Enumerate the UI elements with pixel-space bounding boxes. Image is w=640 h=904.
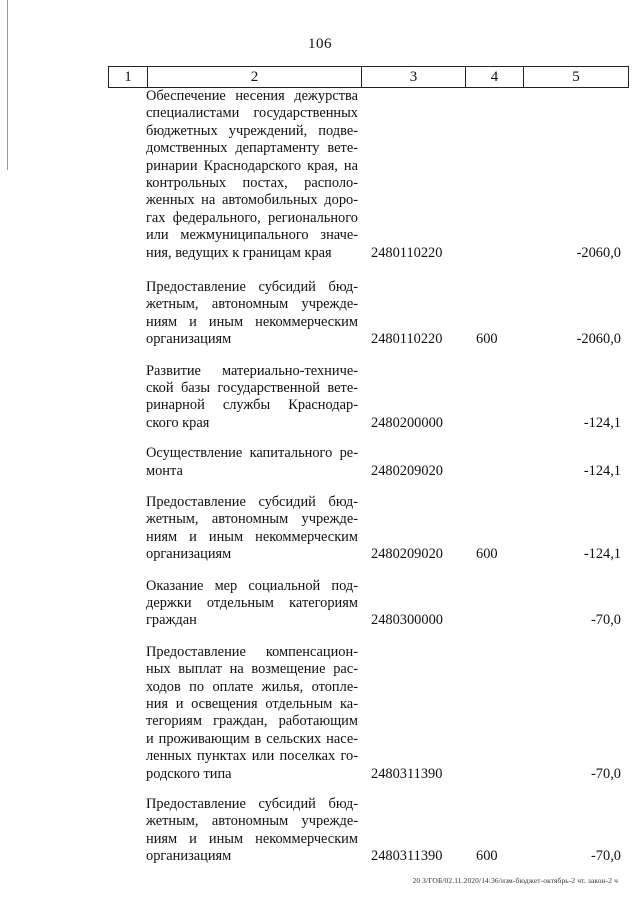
table-row bbox=[0, 494, 640, 564]
row-name-line: или межмуниципального значе- bbox=[146, 227, 358, 244]
row-name-line: граждан bbox=[146, 612, 197, 629]
row-name-line: ния, ведущих к границам края bbox=[146, 244, 332, 261]
table-row bbox=[0, 644, 640, 783]
row-name-line: и проживающим в сельских насе- bbox=[146, 730, 358, 747]
table-header bbox=[108, 66, 629, 88]
row-amount: -70,0 bbox=[591, 612, 621, 629]
row-name-line: ных выплат на возмещение рас- bbox=[146, 661, 358, 678]
row-name bbox=[146, 445, 358, 480]
row-name-line: домственных департаменту вете- bbox=[146, 140, 358, 157]
row-amount: -2060,0 bbox=[576, 244, 621, 261]
row-name-line: Предоставление субсидий бюд- bbox=[146, 279, 358, 295]
row-name bbox=[146, 494, 358, 564]
row-name-line: ского края bbox=[146, 414, 210, 431]
header-col-1: 1 bbox=[108, 67, 147, 87]
row-name-line: тегориям граждан, работающим bbox=[146, 713, 358, 730]
row-name-line: родского типа bbox=[146, 765, 232, 782]
header-col-2: 2 bbox=[147, 67, 361, 87]
row-name-line: Предоставление субсидий бюд- bbox=[146, 796, 358, 812]
row-name-line: жетным, автономным учрежде- bbox=[146, 813, 358, 830]
row-name bbox=[146, 644, 358, 783]
row-name-line: ниям и иным некоммерческим bbox=[146, 528, 358, 545]
table-row bbox=[0, 279, 640, 349]
row-name-line: организациям bbox=[146, 848, 232, 865]
row-name-line: гах федерального, регионального bbox=[146, 209, 358, 226]
row-name-line: Предоставление компенсацион- bbox=[146, 643, 358, 660]
row-vr: 600 bbox=[476, 546, 498, 563]
row-name-line: ходов по оплате жилья, отопле- bbox=[146, 678, 358, 695]
row-amount: -70,0 bbox=[591, 848, 621, 865]
row-amount: -70,0 bbox=[591, 765, 621, 782]
row-name-line: ниям и иным некоммерческим bbox=[146, 830, 358, 847]
table-row bbox=[0, 578, 640, 630]
row-name-line: ния и освещения отдельным ка- bbox=[146, 696, 358, 713]
page-number: 106 bbox=[308, 36, 332, 52]
table-row bbox=[0, 88, 640, 262]
row-name-line: Оказание мер социальной под- bbox=[146, 577, 358, 594]
row-name-line: Обеспечение несения дежурства bbox=[146, 88, 358, 104]
row-name-line: жетным, автономным учрежде- bbox=[146, 296, 358, 313]
row-name-line: ниям и иным некоммерческим bbox=[146, 313, 358, 330]
row-name-line: специалистами государственных bbox=[146, 105, 358, 122]
row-name bbox=[146, 796, 358, 866]
row-name-line: бюджетных учреждений, подве- bbox=[146, 122, 358, 139]
row-name bbox=[146, 578, 358, 630]
row-name bbox=[146, 279, 358, 349]
row-amount: -2060,0 bbox=[576, 331, 621, 348]
row-code: 2480200000 bbox=[371, 414, 443, 431]
row-name-line: ленных пунктах или поселках го- bbox=[146, 748, 358, 765]
row-code: 2480311390 bbox=[371, 765, 443, 782]
row-code: 2480110220 bbox=[371, 331, 443, 348]
row-name-line: ринарии Краснодарского края, на bbox=[146, 157, 358, 174]
row-name-line: ринарной службы Краснодар- bbox=[146, 397, 358, 414]
header-col-5: 5 bbox=[523, 67, 629, 87]
row-name-line: монта bbox=[146, 462, 183, 479]
table-row bbox=[0, 796, 640, 866]
row-vr: 600 bbox=[476, 331, 498, 348]
footer-stamp: 20 З/ГОБ/02.11.2020/14:36/изм-бюджет-октябрь-2 чт. закон-2 ч bbox=[412, 876, 618, 885]
row-name-line: Развитие материально-техниче- bbox=[146, 362, 358, 379]
row-code: 2480209020 bbox=[371, 462, 443, 479]
header-col-3: 3 bbox=[361, 67, 465, 87]
row-name-line: организациям bbox=[146, 331, 232, 348]
row-name bbox=[146, 363, 358, 433]
row-code: 2480311390 bbox=[371, 848, 443, 865]
row-code: 2480300000 bbox=[371, 612, 443, 629]
header-col-4: 4 bbox=[465, 67, 523, 87]
row-name-line: женных на автомобильных доро- bbox=[146, 192, 358, 209]
row-amount: -124,1 bbox=[583, 546, 621, 563]
row-amount: -124,1 bbox=[583, 462, 621, 479]
row-name-line: держки отдельным категориям bbox=[146, 595, 358, 611]
row-vr: 600 bbox=[476, 848, 498, 865]
row-name bbox=[146, 88, 358, 262]
row-name-line: организациям bbox=[146, 546, 232, 563]
table-row bbox=[0, 363, 640, 433]
row-name-line: жетным, автономным учрежде- bbox=[146, 511, 358, 528]
row-name-line: ской базы государственной вете- bbox=[146, 380, 358, 396]
row-amount: -124,1 bbox=[583, 414, 621, 431]
table-row bbox=[0, 445, 640, 480]
row-code: 2480209020 bbox=[371, 546, 443, 563]
row-name-line: Осуществление капитального ре- bbox=[146, 445, 358, 462]
row-name-line: Предоставление субсидий бюд- bbox=[146, 494, 358, 510]
row-name-line: контрольных постах, располо- bbox=[146, 175, 358, 192]
row-code: 2480110220 bbox=[371, 244, 443, 261]
